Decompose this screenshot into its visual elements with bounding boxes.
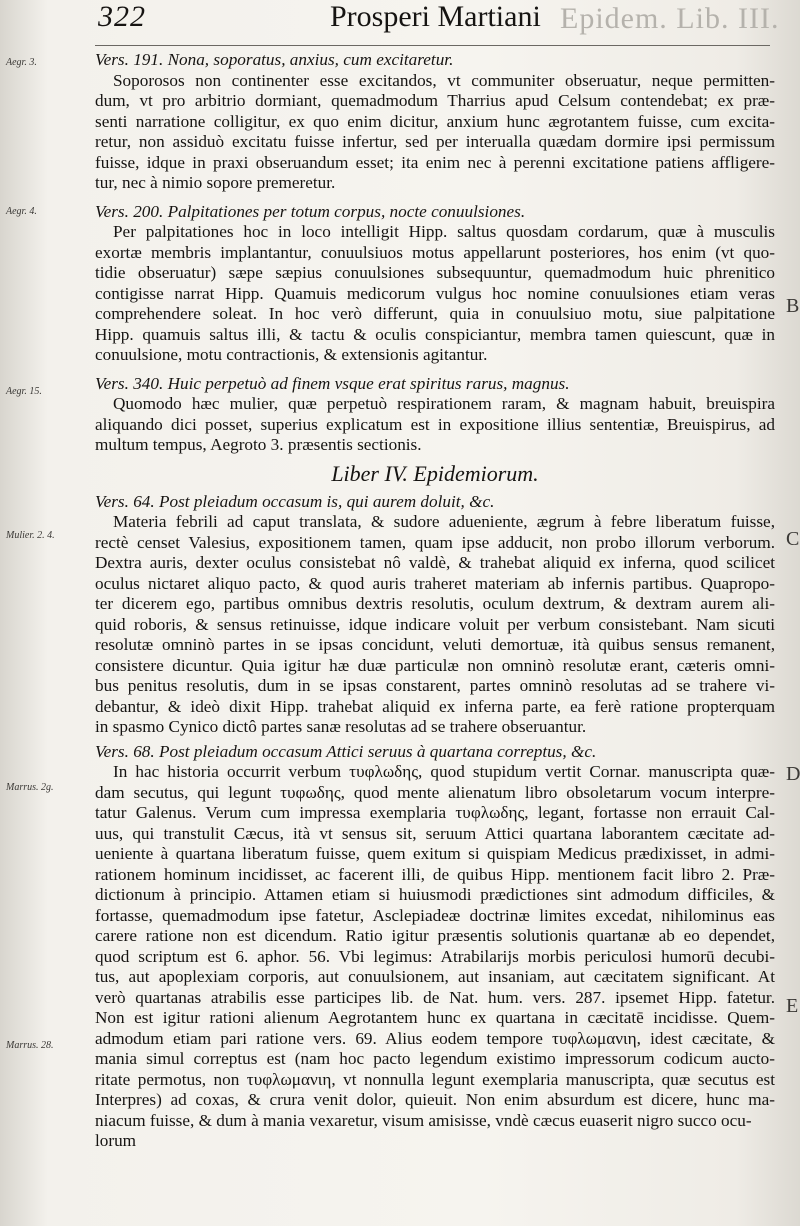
margin-note: Marrus. 28. [6,1040,54,1051]
text-body [95,50,775,1152]
text-line: fuisse, idque in praxi obseruandum esset; ita enim nec à perenni excitatione patiens affligere- [95,152,775,172]
catchword: lorum [95,1131,137,1150]
text-line: ritate permotus, non τυφλωμανιη, vt nonnulla legunt exemplaria manuscripta, quæ secutus est [95,1069,775,1089]
text-line: carere ratione non est dicendum. Ratio igitur præsentis solutionis quartanæ ab eo dependet, [95,926,775,945]
verse-reference: Vers. 191. Nona, soporatus, anxius, cum excitaretur. [95,50,454,69]
text-line: mania simul correptus est (nam hoc pacto legendum existimo impressorum codicum aucto- [95,1049,775,1068]
text-line: in spasmo Cynico dictô partes sanæ resolutas ad se trahere obseruantur. [95,717,587,736]
side-letter-e: E [786,995,799,1017]
section-title: Liber IV. Epidemiorum. [331,460,539,486]
margin-note: Aegr. 3. [6,57,37,68]
text-line: verò quartanas atrabilis esse participes lib. de Nat. hum. vers. 287. ipsemet Hipp. fatetur. [95,987,775,1007]
header-rule [95,45,770,46]
text-line: ueniente à quartana liberatum fuisse, quem exitum si quispiam Medicus prædixisset, in admi- [95,844,775,863]
text-line: rationem hominum incidisset, ac facerent illi, de quibus Hipp. mentionem facit libro 2. Præ- [95,864,775,884]
running-title: Prosperi Martiani [330,0,541,33]
text-line: contigisse narrat Hipp. Quamuis medicorum vulgus hoc nomine conuulsiones etiam veras [95,283,775,303]
text-line: quod scriptum est 6. aphor. 56. Vbi legimus: Atrabilarijs morbis periculosi humorū decubi- [95,946,775,966]
text-line: comprehendere soleat. In hoc verò differunt, quia in conuulsiuo motu, siue palpitatione [95,304,775,323]
paragraph-vers-340 [95,374,775,456]
paragraph-vers-191 [95,50,775,194]
text-line: multum tempus, Aegroto 3. præsentis sectionis. [95,435,422,454]
text-line: resolutæ omninò partes in se ipsas concidunt, veluti demortuæ, ità quibus sensus remanent, [95,635,775,654]
text-line: aliquando dici posset, superius explicatum est in expositione illius sententiæ, Breuispirus, ad [95,414,775,434]
text-line: oculus nictaret aliquo pacto, & quod auris traheret materiam ab infernis partibus. Quapropo- [95,573,775,593]
text-line: exortæ membris implantantur, conuulsiuos motus appellarunt posteriores, hos enim (vt quo- [95,242,775,262]
verse-reference: Vers. 340. Huic perpetuò ad finem vsque erat spiritus rarus, magnus. [95,373,570,393]
text-line: admodum etiam pari ratione vers. 69. Alius eodem tempore τυφλωμανιη, idest cæcitate, & [95,1028,775,1048]
verse-reference: Vers. 64. Post pleiadum occasum is, qui aurem doluit, &c. [95,491,495,511]
text-line: rectè censet Valesius, expositionem tamen, quam ipse adducit, non probo illorum verborum. [95,532,775,552]
text-line: dum, vt pro arbitrio dormiant, quemadmodum Tharrius apud Celsum contendebat; ex præ- [95,91,775,110]
text-line: Quomodo hæc mulier, quæ perpetuò respirationem raram, & magnam habuit, breuispira [113,394,775,413]
margin-note: Mulier. 2. 4. [6,530,55,541]
text-line: niacum fuisse, & dum à mania vexaretur, visum amisisse, vndè cæcus euaserit nigro succo ocu- [95,1110,752,1130]
verse-reference: Vers. 200. Palpitationes per totum corpus, nocte conuulsiones. [95,201,526,221]
text-line: conuulsione, motu contractionis, & extensionis agitantur. [95,345,488,364]
text-line: retur, non assiduò excitatu fuisse infertur, sed per interualla quædam dormire ipsi permissum [95,132,775,151]
text-line: fortasse, quemadmodum ipse fatetur, Asclepiadeæ doctrinæ limites excedat, nihilominus eas [95,905,775,925]
text-line: Per palpitationes hoc in loco intelligit Hipp. saltus quosdam cordarum, quæ à musculis [113,222,775,241]
side-letter-b: B [786,295,800,317]
text-line: debantur, & ideò dixit Hipp. trahebat aliquid ex inferna parte, ea ferè ratione propterquam [95,696,775,716]
text-line: Non est igitur rationi alienum Aegrotantem hunc ex quartana in cæcitatē incidisse. Quem- [95,1008,775,1027]
text-line: tatur Galenus. Verum cum impressa exemplaria τυφλωδης, legant, fortasse non errauit Cal- [95,803,775,822]
side-letter-d: D [786,763,800,785]
text-line: dam secutus, qui legunt τυφωδης, quod mente alienatum libro obsoletarum vocum interpre- [95,782,775,802]
bleedthrough-heading: Epidem. Lib. III. [560,2,780,35]
text-line: tus, aut apoplexiam corporis, aut conuulsionem, aut insaniam, aut cæcitatem significant. At [95,967,775,986]
margin-note: Marrus. 2g. [6,782,54,793]
text-line: Soporosos non continenter esse excitandos, vt communiter obseruatur, neque permitten- [113,70,775,90]
text-line: tur, nec à nimio sopore premeretur. [95,173,336,192]
text-line: consistere dicuntur. Quia igitur hæ duæ particulæ non omninò resolutæ erant, cæteris omni- [95,655,775,675]
text-line: In hac historia occurrit verbum τυφλωδης, quod stupidum vertit Cornar. manuscripta quæ- [113,762,775,781]
text-line: Interpres) ad coxas, & crura venit dolor, quieuit. Non enim absurdum est dicere, hunc ma- [95,1090,775,1109]
margin-note: Aegr. 15. [6,386,42,397]
paragraph-vers-64 [95,492,775,738]
text-line: Dextra auris, dexter oculus consistebat nô valdè, & trahebat aliquid ex inferna, quod scilicet [95,553,775,572]
text-line: uus, qui transtulit Cæcus, ità vt sensus sit, seruum Attici quartana laborantem cæcitate ad- [95,823,775,843]
text-line: tidie obseruatur) sæpe sæpius conuulsiones subsequuntur, quemadmodum huic phrenitico [95,263,775,282]
text-line: senti narratione colligitur, ex quo enim dicitur, anxium hunc ægrotantem fuisse, cum excita- [95,111,775,131]
verse-reference: Vers. 68. Post pleiadum occasum Attici seruus à quartana correptus, &c. [95,741,597,761]
side-letter-c: C [786,528,800,550]
page-number: 322 [98,0,146,33]
text-line: quid roboris, & sensus retinuisse, idque indicare voluit per verbum consistebant. Nam sicuti [95,614,775,634]
paragraph-vers-200 [95,202,775,366]
text-line: dictionum à principio. Attamen etiam si huiusmodi prædictiones sint admodum difficiles, & [95,885,775,904]
text-line: Hipp. quamuis saltus illi, & tactu & oculis conspiciantur, membra tamen quiescunt, quæ in [95,324,775,344]
margin-note: Aegr. 4. [6,206,37,217]
text-line: Materia febrili ad caput translata, & sudore adueniente, ægrum à febre liberatum fuisse, [113,512,775,531]
paragraph-vers-68 [95,742,775,1132]
text-line: ter dicerem ego, partibus omnibus dextris resolutis, oculum dextrum, & dextram aurem ali- [95,594,775,613]
text-line: bus penitus resolutis, dum in se ipsas constarent, partes omninò resolutas ad se trahere vi- [95,676,775,695]
